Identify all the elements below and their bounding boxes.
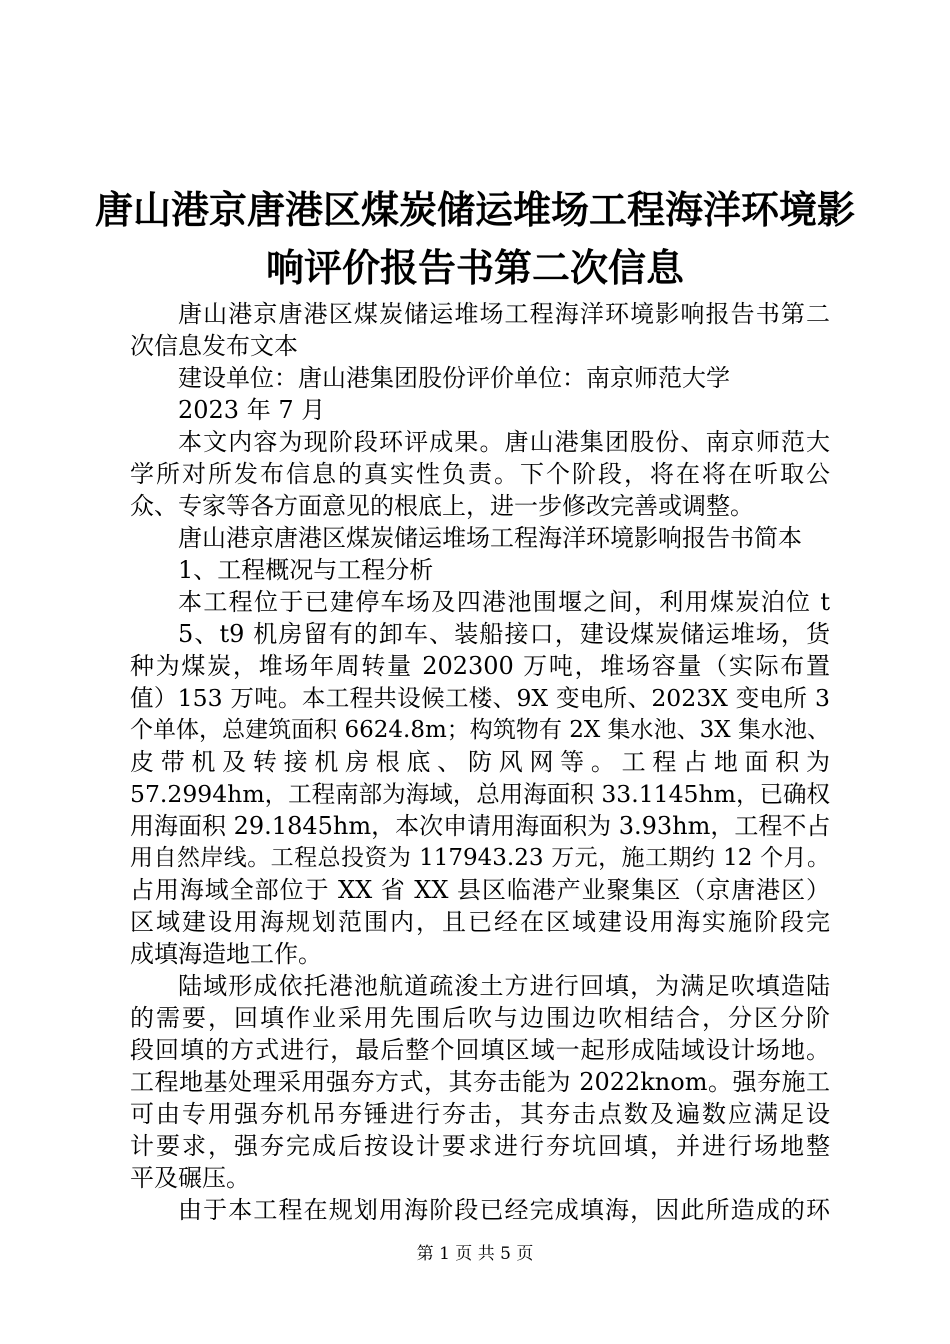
document-title-line-1: 唐山港京唐港区煤炭储运堆场工程海洋环境影 bbox=[94, 187, 855, 232]
text-line: 可由专用强夯机吊夯锤进行夯击，其夯击点数及遍数应满足设 bbox=[130, 1100, 830, 1128]
text-line: 本工程位于已建停车场及四港池围堰之间，利用煤炭泊位 t bbox=[178, 588, 830, 616]
text-line: 5、t9 机房留有的卸车、装船接口，建设煤炭储运堆场，货 bbox=[178, 620, 830, 648]
text-line: 种为煤炭，堆场年周转量 202300 万吨，堆场容量（实际布置 bbox=[130, 652, 830, 680]
document-title-line-2: 响评价报告书第二次信息 bbox=[265, 245, 684, 290]
text-line: 成填海造地工作。 bbox=[130, 940, 322, 968]
text-line: 1、工程概况与工程分析 bbox=[178, 556, 434, 584]
text-line: 区域建设用海规划范围内，且已经在区域建设用海实施阶段完 bbox=[130, 908, 830, 936]
text-line: 唐山港京唐港区煤炭储运堆场工程海洋环境影响报告书第二 bbox=[178, 300, 830, 328]
text-line: 工程地基处理采用强夯方式，其夯击能为 2022knom。强夯施工 bbox=[130, 1068, 830, 1096]
text-line: 次信息发布文本 bbox=[130, 332, 298, 360]
page-footer: 第 1 页 共 5 页 bbox=[416, 1244, 534, 1264]
text-line: 由于本工程在规划用海阶段已经完成填海，因此所造成的环 bbox=[178, 1196, 830, 1224]
text-line: 平及碾压。 bbox=[130, 1164, 250, 1192]
text-line: 计要求，强夯完成后按设计要求进行夯坑回填，并进行场地整 bbox=[130, 1132, 830, 1160]
text-line: 个单体，总建筑面积 6624.8m；构筑物有 2X 集水池、3X 集水池、 bbox=[130, 717, 830, 743]
text-line: 值）153 万吨。本工程共设候工楼、9X 变电所、2023X 变电所 3 bbox=[130, 684, 830, 712]
text-line: 占用海域全部位于 XX 省 XX 县区临港产业聚集区（京唐港区） bbox=[130, 876, 830, 904]
text-line: 用自然岸线。工程总投资为 117943.23 万元，施工期约 12 个月。 bbox=[130, 845, 830, 871]
text-line: 众、专家等各方面意见的根底上，进一步修改完善或调整。 bbox=[130, 492, 754, 520]
text-line: 学所对所发布信息的真实性负责。下个阶段，将在将在听取公 bbox=[130, 460, 830, 488]
text-line: 本文内容为现阶段环评成果。唐山港集团股份、南京师范大 bbox=[178, 428, 830, 456]
text-line: 陆域形成依托港池航道疏浚土方进行回填，为满足吹填造陆 bbox=[178, 972, 830, 1000]
text-line: 建设单位：唐山港集团股份评价单位：南京师范大学 bbox=[178, 364, 730, 392]
text-line: 用海面积 29.1845hm，本次申请用海面积为 3.93hm，工程不占 bbox=[130, 812, 831, 840]
text-line: 2023 年 7 月 bbox=[178, 396, 326, 424]
text-line: 段回填的方式进行，最后整个回填区域一起形成陆域设计场地。 bbox=[130, 1036, 830, 1064]
text-line: 的需要，回填作业采用先围后吹与边围边吹相结合，分区分阶 bbox=[130, 1004, 830, 1032]
text-line: 57.2994hm，工程南部为海域，总用海面积 33.1145hm，已确权 bbox=[130, 780, 830, 808]
text-line: 皮带机及转接机房根底、防风网等。工程占地面积为 bbox=[130, 748, 830, 776]
text-line: 唐山港京唐港区煤炭储运堆场工程海洋环境影响报告书简本 bbox=[178, 524, 802, 552]
